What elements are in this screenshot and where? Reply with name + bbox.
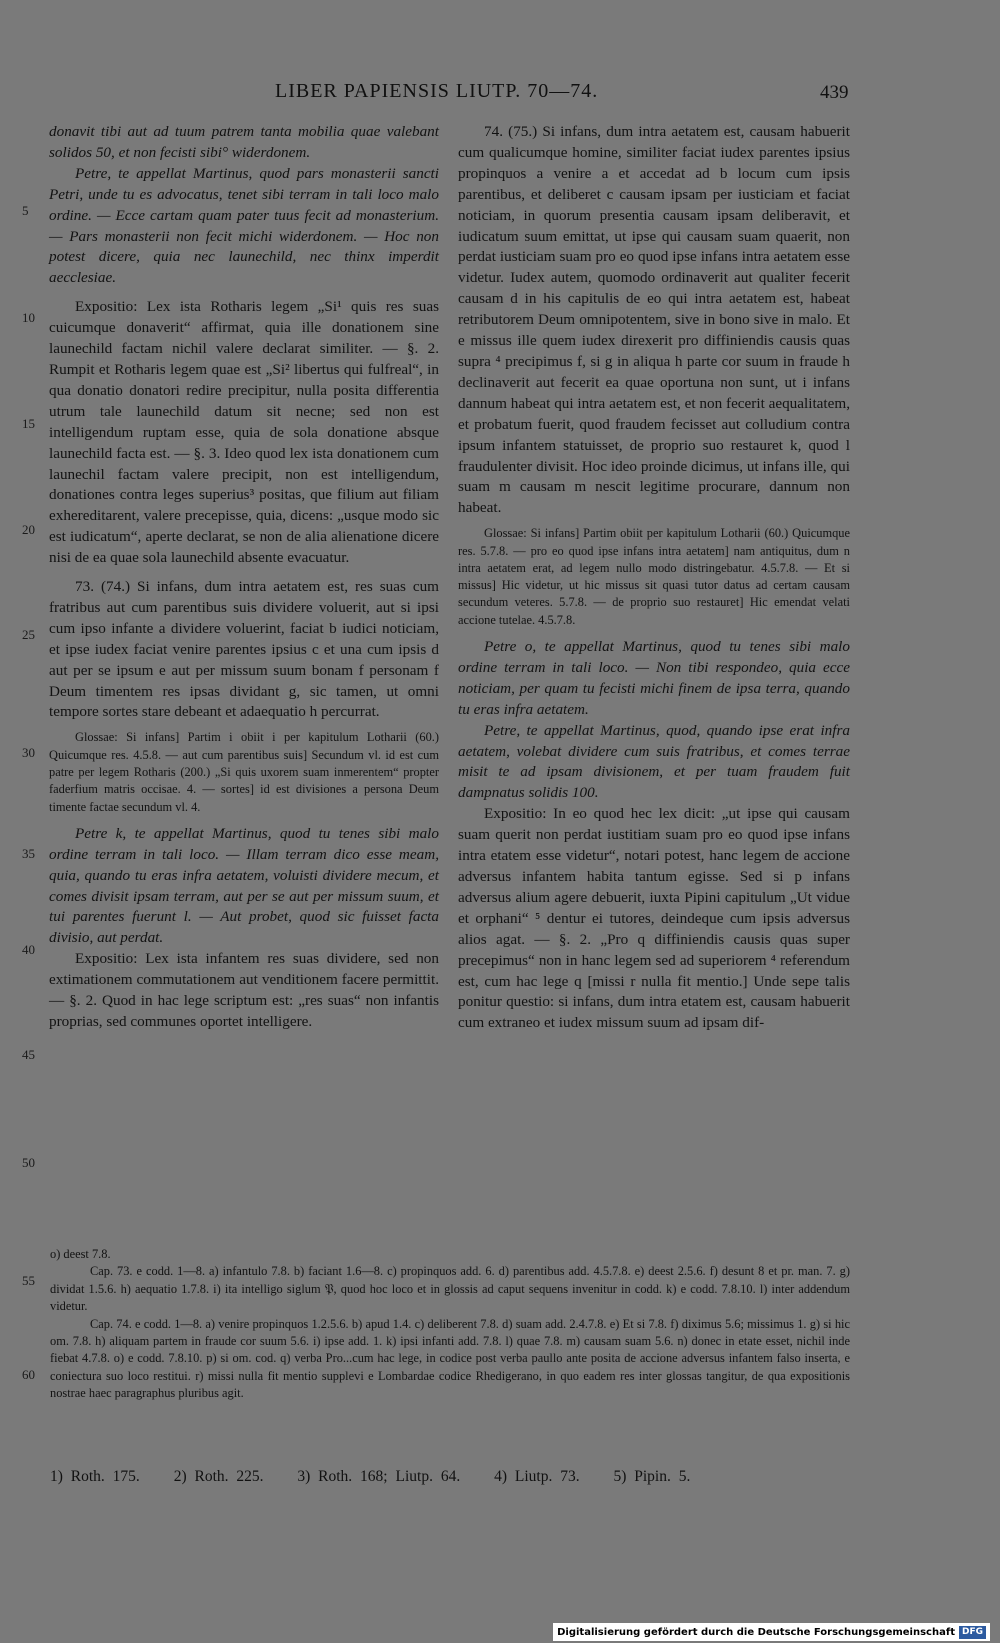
expositio-paragraph: Expositio: Lex ista infantem res suas dividere, sed non extimationem commutationem aut venditionem facere permittit. — §. 2. Quod in hac lege scriptum est: „res suas“ non infantis proprias, sed communes oportet intelligere.	[49, 950, 439, 1031]
formula-paragraph: Petre o, te appellat Martinus, quod tu tenes sibi malo ordine terram in tali loco. — Non tibi respondeo, quia ecce noticiam, per quam tu fecisti michi finem de ipsa terra, quando tu eras infra aetatem.	[458, 638, 850, 718]
source-ref: 2) Roth. 225.	[173, 1468, 264, 1485]
line-number: 10	[22, 310, 35, 325]
running-header	[0, 80, 1000, 106]
paragraph: donavit tibi aut ad tuum patrem tanta mobilia quae valebant solidos 50, et non fecisti sibi° widerdonem.	[49, 123, 439, 161]
note: o) deest 7.8.	[50, 1247, 111, 1261]
law-chapter-74: 74. (75.) Si infans, dum intra aetatem est, causam habuerit cum qualicumque homine, similiter faciat iudex parentes ipsius propinquos a venire a et accedat ad b locum cum ipsis parentibus, et deliberet c causam ipsam per iusticiam et faciat noticiam, in quorum presentia causam ipsam deliberavit, et iudicatum suum emittat, ut ipse qui causam suam quaerit, non perdat iusticiam suam pro eo quod ipse infans intra aetatem esse videtur. Iudex autem, quomodo ordinaverit aut qualiter fecerit causam d in his capitulis de eo qui intra aetatem est, habeat retributorem Deum omnipotentem, sive in bono sive in malo. Et e missus ille quem iudex direxerit pro diffiniendis causis quas supra ⁴ precipimus f, si g in aliqua h parte cor suum in fraude h declinaverit aut fecerit ea quae oportuna non sunt, ut i infans dannum habeat qui intra aetatem est, et non fecerit aequalitatem, et probatum fuerit, quod fraudem fecisset aut colludium contra ipsum infantem statuisset, de proprio suo restauret k, quod l fraudulenter divisit. Hoc ideo proinde dicimus, ut infans ille, qui suam m causam m nescit legitime procurare, dannum non habeat.	[458, 123, 850, 517]
right-column	[458, 122, 850, 1034]
funding-credit	[553, 1623, 990, 1641]
dfg-logo: DFG	[959, 1626, 986, 1639]
page-number: 439	[820, 82, 849, 103]
credit-text: Digitalisierung gefördert durch die Deutsche Forschungsgemeinschaft	[557, 1626, 955, 1638]
line-number: 45	[22, 1047, 35, 1062]
expositio-paragraph: Expositio: Lex ista Rotharis legem „Si¹ quis res suas cuicumque donaverit“ affirmat, quia ille donationem sine launechild factam nichil valere declarat similiter. — §. 2. Rumpit et Rotharis legem quae est „Si² libertus qui fulfreal“, in qua donatio donatori redire precipitur, nulla posita differentia utrum tale launechild datum sit necne; sed non est intelligendum ruptam esse, quia de sola donatione absque launechild facta est. — §. 3. Ideo quod lex ista donationem cum launechil factam valere precipit, non est intelligendum, donationes contra leges superius³ positas, que filium aut filiam exhereditarent, valere precepisse, quia, dicens: „usque modo sic est iudicatum“, aperte declarat, se non de alia alienatione dicere nisi de ea quae sola launechild absente evacuatur.	[49, 298, 439, 567]
note: Cap. 73. e codd. 1—8. a) infantulo 7.8. b) faciant 1.6—8. c) propinquos add. 6. d) parentibus add. 4.5.7.8. e) deest 2.5.6. f) desunt 8 et pr. man. 7. g) dividat 1.5.6. h) aequatio 1.7.8. i) ita intelligo siglum 𝔓, quod hoc loco et in glossis ad caput sequens invenitur in codd. k) e codd. 7.8.10. l) inter addendum videtur.	[50, 1264, 850, 1314]
source-references	[50, 1468, 850, 1486]
formula-paragraph: Petre, te appellat Martinus, quod, quando ipse erat infra aetatem, volebat dividere cum suis fratribus, et comes terrae misit te ad ipsam divisionem, et per tuam fraudem fuit dampnatus solidis 100.	[458, 721, 850, 802]
source-ref: 5) Pipin. 5.	[613, 1468, 691, 1485]
line-number: 50	[22, 1155, 35, 1170]
glossae: Glossae: Si infans] Partim obiit per kapitulum Lotharii (60.) Quicumque res. 5.7.8. — pro eo quod ipse infans intra aetatem] nam antiquitus, dum n intra aetatem erat, ad legem nullo modo distringebatur. 4.5.7.8. — Et si missus] Hic videtur, ut hic missus sit quasi tutor datus ad certam causam secundum veteres. 5.7.8. — de proprio suo restauret] Hic emendat velati accione tutelae. 4.5.7.8.	[458, 526, 850, 627]
line-number: 40	[22, 942, 35, 957]
page-title: LIBER PAPIENSIS LIUTP. 70—74.	[275, 80, 599, 102]
line-number: 55	[22, 1273, 35, 1288]
line-number: 35	[22, 846, 35, 861]
source-ref: 1) Roth. 175.	[50, 1468, 140, 1485]
line-number: 60	[22, 1367, 35, 1382]
line-number: 20	[22, 522, 35, 537]
left-column	[49, 122, 439, 1033]
source-ref: 4) Liutp. 73.	[494, 1468, 580, 1485]
formula-paragraph: Petre k, te appellat Martinus, quod tu tenes sibi malo ordine terram in tali loco. — Illam terram dico esse meam, quia, quando tu eras infra aetatem, voluisti dividere mecum, et comes divisit ipsam terram, aut per se aut per missum suum, et tui parentes fuerunt l. — Aut probet, quod sic fuisset facta divisio, aut perdat.	[49, 824, 439, 947]
formula-paragraph: Petre, te appellat Martinus, quod pars monasterii sancti Petri, unde tu es advocatus, tenet sibi terram in tali loco malo ordine. — Ecce cartam quam pater tuus fecit ad monasterium. — Pars monasterii non fecit michi widerdonem. — Hoc non potest dicere, quia nec launechild, nec thinx imperdit aecclesiae.	[49, 164, 439, 287]
line-number: 15	[22, 416, 35, 431]
note: Cap. 74. e codd. 1—8. a) venire propinquos 1.2.5.6. b) apud 1.4. c) deliberent 7.8. d) suam add. 2.4.7.8. e) Et si 7.8. f) diximus 5.6; missimus 1. g) si hic om. 7.8. h) aliquam partem in fraude cor suum 5.6. i) ipse add. 1. k) ipsi infanti add. 7.8. l) quae 7.8. m) causam suam 5.6. n) donec in etate esset, nichil inde fiebat 4.7.8. o) e codd. 7.8.10. p) si om. cod. q) verba Pro...cum hac lege, in codice post verba paullo ante posita de accione adversus infantem falso inserta, e coniectura suo loco restitui. r) missi nulla fit mentio supplevi e Lombardae codice Rhedigerano, in quo eadem res inter glossas tangitur, de qua expositionis nostrae haec paragraphus pluribus agit.	[50, 1316, 850, 1401]
expositio-paragraph: Expositio: In eo quod hec lex dicit: „ut ipse qui causam suam querit non perdat iustitiam suam pro eo quod ipse infans intra etatem esse videtur“, notari potest, hanc legem de accione adversus infantem habita tantum egisse. Sed si p infans adversus alium agere debuerit, iuxta Pipini capitulum „Ut vidue et orphani“ ⁵ dentur ei tutores, deindeque cum ipsis adversus alios agat. — §. 2. „Pro q diffiniendis causis quas super precepimus“ non in hanc legem sed ad superiorem ⁴ referendum est, cum hac lege q [missi r nulla fit mentio.] Unde sepe talis ponitur questio: si infans, dum intra etatem est, causam habuerit cum extraneo et iudex missum suum ad ipsam dif-	[458, 805, 850, 1032]
glossae: Glossae: Si infans] Partim i obiit i per kapitulum Lotharii (60.) Quicumque res. 4.5.8. — aut cum parentibus suis] Secundum vl. id est cum patre per legem Rotharis (200.) „Si quis uxorem suam inmerentem“ propter faderfium matris occisae. 4. — sortes] id est divisiones a persona Deum timente factae secundum vl. 4.	[49, 730, 439, 814]
law-chapter-73: 73. (74.) Si infans, dum intra aetatem est, res suas cum fratribus aut cum parentibus suis dividere voluerit, aut si ipsi cum ipso infante a dividere voluerint, faciat b iudici noticiam, et ipse iudex faciat venire parentes ipsius c et una cum ipsis d aut per se ipsum e aut per missum suum bonam f personam f Deum timentem res ipsas dividant g, sic tamen, ut omni tempore sortes stare debeant et adaequatio h percurrat.	[49, 578, 439, 721]
source-ref: 3) Roth. 168; Liutp. 64.	[297, 1468, 461, 1485]
line-number: 25	[22, 627, 35, 642]
line-number: 30	[22, 745, 35, 760]
critical-apparatus	[50, 1246, 850, 1403]
line-number: 5	[22, 203, 29, 218]
